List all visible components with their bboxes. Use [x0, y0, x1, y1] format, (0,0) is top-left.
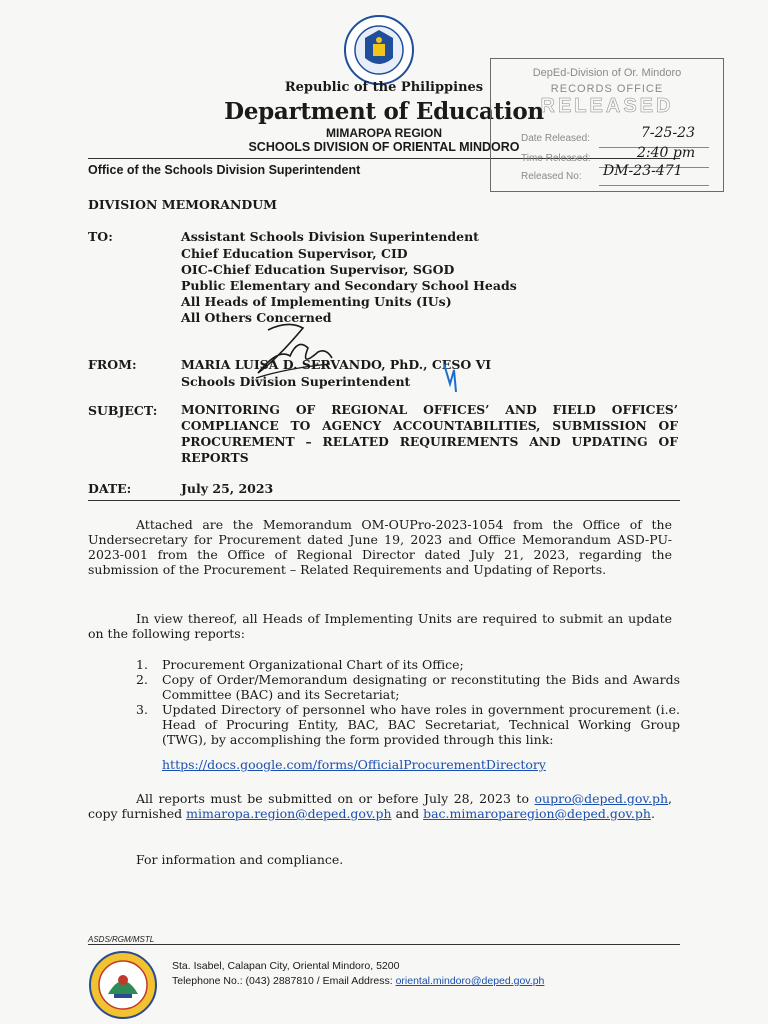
body-paragraph-4: For information and compliance.: [136, 852, 344, 867]
procurement-directory-link[interactable]: https://docs.google.com/forms/OfficialProcurementDirectory: [162, 757, 546, 772]
stamp-line2: RECORDS OFFICE: [550, 83, 664, 95]
stamp-date-label: Date Released:: [521, 133, 590, 144]
from-label: FROM:: [88, 357, 137, 372]
recipient: Chief Education Supervisor, CID: [181, 246, 408, 261]
stamp-date-value: 7-25-23: [641, 125, 695, 141]
body-paragraph-2: In view thereof, all Heads of Implementing Units are required to submit an update on the following reports:: [88, 611, 672, 641]
email-link-mimaropa[interactable]: mimaropa.region@deped.gov.ph: [186, 806, 392, 821]
stamp-time-value: 2:40 pm: [637, 145, 696, 161]
sender-name: MARIA LUISA D. SERVANDO, PhD., CESO VI: [181, 357, 492, 372]
records-released-stamp: [490, 58, 724, 192]
date-divider: [88, 500, 680, 501]
recipient: OIC-Chief Education Supervisor, SGOD: [181, 262, 455, 277]
deped-seal-icon: [343, 14, 415, 86]
recipient: Public Elementary and Secondary School Heads: [181, 278, 517, 293]
to-label: TO:: [88, 229, 113, 244]
sender-title: Schools Division Superintendent: [181, 374, 411, 389]
stamp-no-label: Released No:: [521, 171, 582, 182]
footer-contact: Telephone No.: (043) 2887810 / Email Address: oriental.mindoro@deped.gov.ph: [172, 975, 545, 987]
date-label: DATE:: [88, 481, 132, 496]
footer-divider: [88, 944, 680, 945]
division-logo-icon: [88, 950, 158, 1020]
stamp-released: RELEASED: [540, 95, 674, 117]
email-link-oupro[interactable]: oupro@deped.gov.ph: [534, 791, 668, 806]
email-link-bac[interactable]: bac.mimaroparegion@deped.gov.ph: [423, 806, 651, 821]
initials: [440, 362, 460, 398]
office-name: Office of the Schools Division Superintendent: [88, 163, 361, 177]
stamp-line1: DepEd-Division of Or. Mindoro: [532, 67, 682, 79]
division-heading: SCHOOLS DIVISION OF ORIENTAL MINDORO: [248, 140, 520, 154]
subject-label: SUBJECT:: [88, 403, 158, 418]
memo-date: July 25, 2023: [181, 481, 274, 496]
recipient: All Heads of Implementing Units (IUs): [181, 294, 452, 309]
subject-text: MONITORING OF REGIONAL OFFICES’ AND FIELD OFFICES’ COMPLIANCE TO AGENCY ACCOUNTABILITIES, SUBMISSION OF PROCUREMENT – RELATED REQUIREMENTS AND UPDATING OF REPORTS: [181, 402, 678, 465]
body-paragraph-1: Attached are the Memorandum OM-OUPro-2023-1054 from the Office of the Undersecretary for Procurement dated June 19, 2023 and Office Memorandum ASD-PU-2023-001 from the Office of Regional Director dated July 21, 2023, regarding the submission of the Procurement – Related Requirements and Updating of Reports.: [88, 517, 672, 577]
body-paragraph-3: All reports must be submitted on or before July 28, 2023 to oupro@deped.gov.ph, copy furnished mimaropa.region@deped.gov.ph and bac.mimaroparegion@deped.gov.ph.: [88, 791, 672, 821]
memo-type: DIVISION MEMORANDUM: [88, 197, 277, 212]
region-heading: MIMAROPA REGION: [326, 126, 442, 140]
stamp-no-value: DM-23-471: [603, 163, 683, 179]
signature: [248, 318, 338, 388]
republic-heading: Republic of the Philippines: [284, 80, 484, 95]
footer-address: Sta. Isabel, Calapan City, Oriental Mindoro, 5200: [172, 960, 400, 972]
recipient: Assistant Schools Division Superintendent: [181, 229, 479, 244]
recipient: All Others Concerned: [181, 310, 332, 325]
footer-email-link[interactable]: oriental.mindoro@deped.gov.ph: [395, 975, 545, 987]
stamp-time-label: Time Released:: [521, 153, 591, 164]
department-heading: Department of Education: [224, 98, 544, 125]
footer-code: ASDS/RGM/MSTL: [88, 935, 155, 944]
